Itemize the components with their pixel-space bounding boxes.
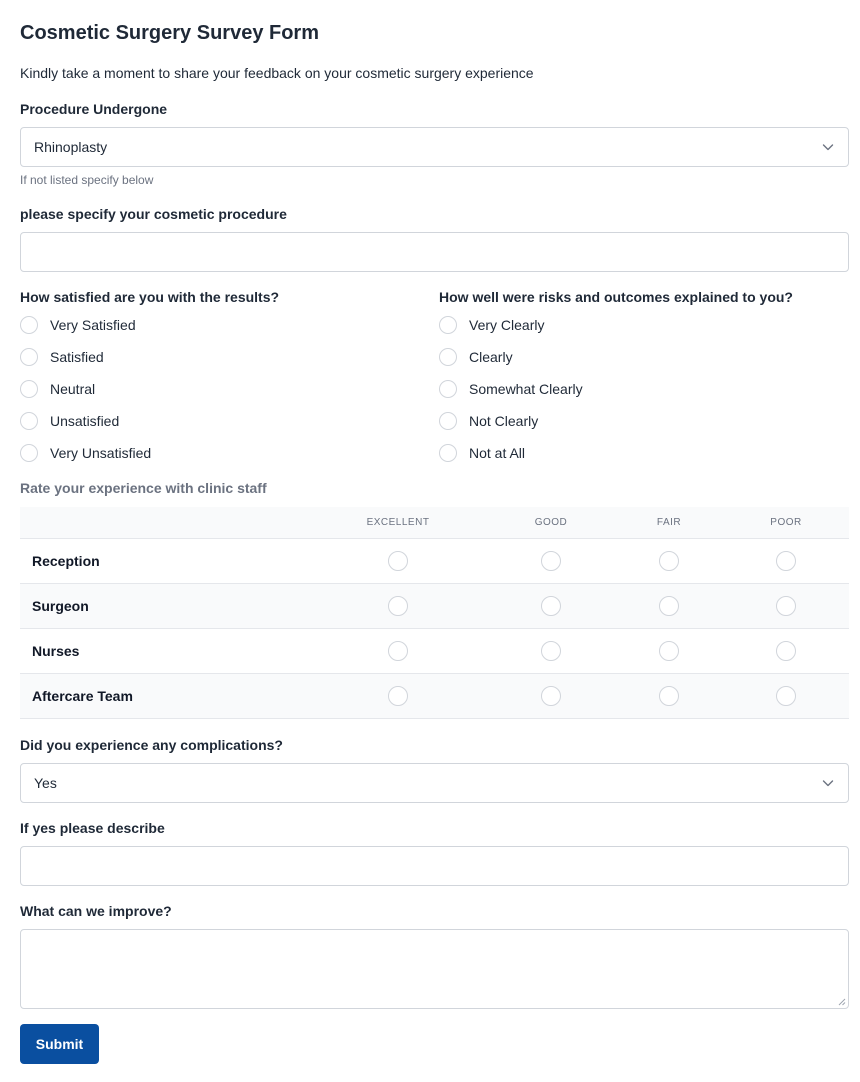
matrix-column-header: POOR	[770, 517, 802, 528]
radio-option-label: Not at All	[469, 445, 526, 461]
matrix-row	[20, 539, 849, 584]
describe-label: If yes please describe	[20, 820, 165, 836]
matrix-row	[20, 629, 849, 674]
matrix-radio-button[interactable]	[776, 686, 796, 706]
procedure-select[interactable]	[20, 127, 849, 167]
matrix-radio-button[interactable]	[659, 551, 679, 571]
procedure-hint: If not listed specify below	[20, 173, 154, 187]
matrix-radio-button[interactable]	[659, 641, 679, 661]
matrix-radio-button[interactable]	[541, 686, 561, 706]
matrix-radio-button[interactable]	[541, 551, 561, 571]
risks-option[interactable]	[439, 437, 849, 469]
radio-option-label: Somewhat Clearly	[469, 381, 583, 397]
procedure-select-value: Rhinoplasty	[34, 139, 108, 155]
matrix-radio-button[interactable]	[388, 596, 408, 616]
matrix-column-header: EXCELLENT	[366, 517, 430, 528]
matrix-radio-button[interactable]	[776, 641, 796, 661]
radio-button[interactable]	[20, 348, 38, 366]
chevron-down-icon	[822, 141, 834, 153]
radio-option-label: Unsatisfied	[50, 413, 120, 429]
matrix-row	[20, 674, 849, 719]
radio-button[interactable]	[439, 348, 457, 366]
radio-option-label: Very Unsatisfied	[50, 445, 152, 461]
radio-button[interactable]	[439, 444, 457, 462]
risks-option[interactable]	[439, 405, 849, 437]
radio-option-label: Very Clearly	[469, 317, 545, 333]
radio-option-label: Neutral	[50, 381, 96, 397]
describe-input[interactable]	[20, 846, 849, 886]
matrix-radio-button[interactable]	[776, 596, 796, 616]
staff-matrix-header	[20, 507, 849, 539]
matrix-row-label: Surgeon	[32, 598, 89, 614]
risks-option[interactable]	[439, 341, 849, 373]
satisfaction-label: How satisfied are you with the results?	[20, 289, 280, 305]
matrix-radio-button[interactable]	[388, 641, 408, 661]
staff-matrix	[20, 507, 849, 719]
radio-button[interactable]	[439, 412, 457, 430]
satisfaction-option[interactable]	[20, 373, 420, 405]
matrix-radio-button[interactable]	[541, 596, 561, 616]
specify-label: please specify your cosmetic procedure	[20, 206, 287, 222]
procedure-label: Procedure Undergone	[20, 101, 168, 117]
risks-label: How well were risks and outcomes explained to you?	[439, 289, 793, 305]
matrix-radio-button[interactable]	[659, 686, 679, 706]
staff-matrix-label: Rate your experience with clinic staff	[20, 480, 267, 496]
radio-button[interactable]	[20, 444, 38, 462]
radio-button[interactable]	[20, 412, 38, 430]
resize-handle-icon[interactable]	[838, 998, 846, 1006]
risks-option[interactable]	[439, 309, 849, 341]
matrix-radio-button[interactable]	[541, 641, 561, 661]
radio-button[interactable]	[439, 380, 457, 398]
matrix-row-label: Nurses	[32, 643, 80, 659]
radio-option-label: Clearly	[469, 349, 513, 365]
radio-option-label: Satisfied	[50, 349, 104, 365]
matrix-column-header: FAIR	[656, 517, 682, 528]
matrix-radio-button[interactable]	[388, 686, 408, 706]
matrix-row	[20, 584, 849, 629]
complications-label: Did you experience any complications?	[20, 737, 283, 753]
matrix-radio-button[interactable]	[659, 596, 679, 616]
radio-button[interactable]	[439, 316, 457, 334]
form-title: Cosmetic Surgery Survey Form	[20, 22, 319, 44]
improve-textarea[interactable]	[20, 929, 849, 1009]
form-subtitle: Kindly take a moment to share your feedback on your cosmetic surgery experience	[20, 65, 534, 81]
chevron-down-icon	[822, 777, 834, 789]
satisfaction-option[interactable]	[20, 309, 420, 341]
satisfaction-option[interactable]	[20, 341, 420, 373]
matrix-row-label: Aftercare Team	[32, 688, 133, 704]
satisfaction-option[interactable]	[20, 405, 420, 437]
matrix-radio-button[interactable]	[776, 551, 796, 571]
radio-button[interactable]	[20, 380, 38, 398]
specify-input[interactable]	[20, 232, 849, 272]
matrix-column-header: GOOD	[534, 517, 568, 528]
risks-group	[439, 289, 849, 469]
matrix-radio-button[interactable]	[388, 551, 408, 571]
satisfaction-option[interactable]	[20, 437, 420, 469]
radio-option-label: Not Clearly	[469, 413, 539, 429]
submit-button[interactable]: Submit	[20, 1024, 99, 1064]
radio-option-label: Very Satisfied	[50, 317, 136, 333]
complications-select[interactable]	[20, 763, 849, 803]
improve-label: What can we improve?	[20, 903, 172, 919]
complications-select-value: Yes	[34, 775, 57, 791]
satisfaction-group	[20, 289, 420, 469]
risks-option[interactable]	[439, 373, 849, 405]
radio-button[interactable]	[20, 316, 38, 334]
matrix-row-label: Reception	[32, 553, 100, 569]
